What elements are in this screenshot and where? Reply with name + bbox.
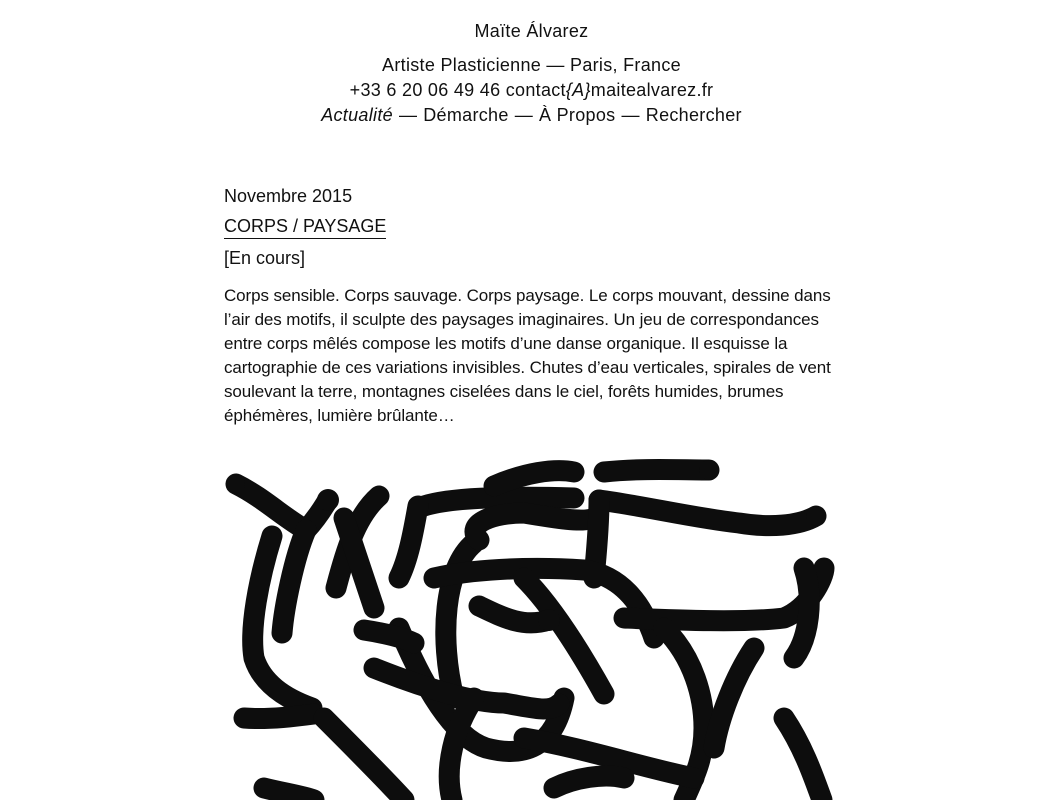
post-title-link[interactable]: CORPS / PAYSAGE (224, 215, 386, 239)
nav-actualite[interactable]: Actualité (321, 105, 393, 125)
email-at-symbol: {A} (565, 80, 591, 100)
artist-role: Artiste Plasticienne — Paris, France (382, 55, 681, 75)
nav-separator: — (398, 105, 418, 125)
email-domain: maitealvarez.fr (590, 80, 714, 100)
contact-line (0, 78, 1063, 103)
email-prefix: contact (505, 80, 566, 100)
nav-separator: — (514, 105, 533, 125)
site-title[interactable]: Maïte Álvarez (474, 21, 589, 41)
contact-email[interactable] (506, 80, 714, 100)
header-info (0, 53, 1063, 128)
artwork-image[interactable] (224, 458, 836, 800)
site-header (0, 0, 1063, 128)
post-date: Novembre 2015 (224, 186, 353, 206)
post-body: Corps sensible. Corps sauvage. Corps paysage. Le corps mouvant, dessine dans l’air des motifs, il sculpte des paysages imaginaires. Un jeu de correspondances entre corps mêlés compose les motifs d’une danse organique. Il esquisse la cartographie de ces variations invisibles. Chutes d’eau verticales, spirales de vent soulevant la terre, montagnes ciselées dans le ciel, forêts humides, brumes éphémères, lumière brûlante… (224, 286, 831, 425)
nav-a-propos[interactable]: À Propos (539, 105, 616, 125)
nav-rechercher[interactable]: Rechercher (645, 105, 742, 125)
nav-demarche[interactable]: Démarche (423, 105, 509, 125)
main-nav (0, 103, 1063, 128)
nav-separator: — (621, 105, 640, 125)
phone-number: +33 6 20 06 49 46 (349, 80, 501, 100)
ink-brush-drawing (224, 458, 836, 800)
post-article (224, 184, 844, 428)
post-status: [En cours] (224, 248, 306, 268)
